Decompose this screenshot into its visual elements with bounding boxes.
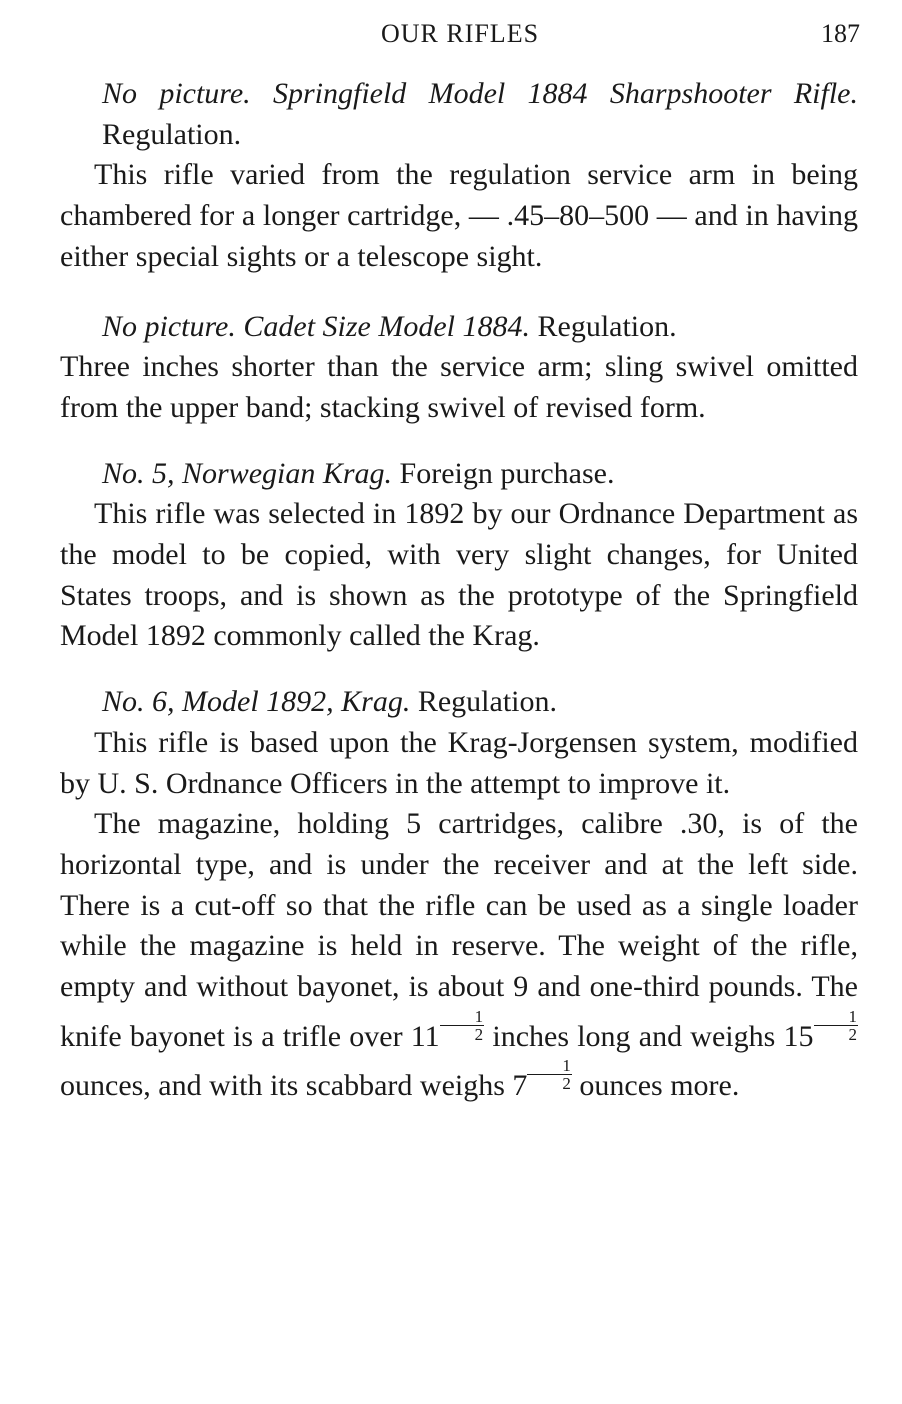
entry-paragraph: Three inches shorter than the service arm; sling swivel omitted from the upper band; stacking swivel of revised form.	[60, 350, 858, 424]
paragraph-text: ounces more.	[571, 1069, 740, 1103]
entry-status: Foreign purchase.	[399, 456, 615, 490]
entry-heading	[60, 682, 858, 723]
paragraph-text: inches long and weighs 15	[484, 1019, 814, 1053]
body-text	[60, 74, 858, 1107]
entry-paragraph: This rifle varied from the regulation service arm in being chambered for a longer cartridge, — .45–80–500 — and in having either special sights or a telescope sight.	[60, 158, 858, 273]
entry-paragraph-magazine	[60, 804, 858, 1107]
page-number: 187	[821, 19, 860, 48]
paragraph-text: The magazine, holding 5 cartridges, calibre .30, is of the horizontal type, and is under the receiver and at the left side. There is a cut-off so that the rifle can be used as a single loader while the magazine is held in reserve. The weight of the rifle, empty and without bayonet, is about 9 and one-third pounds. The knife bayonet is a trifle over 11	[60, 807, 858, 1053]
entry-status: Regulation.	[102, 117, 242, 151]
entry-heading	[60, 74, 858, 155]
entry-sharpshooter-rifle	[60, 74, 858, 278]
entry-heading	[60, 307, 858, 348]
entry-paragraph: This rifle was selected in 1892 by our Ordnance Department as the model to be copied, with very slight changes, for United States troops, and is shown as the prototype of the Springfield Model 1892 commonly called the Krag.	[60, 497, 858, 653]
entry-status: Regulation.	[417, 685, 557, 719]
entry-model-1892-krag	[60, 682, 858, 1107]
entry-caption: No picture. Springfield Model 1884 Sharpshooter Rifle.	[102, 77, 858, 110]
running-title: OUR RIFLES	[380, 19, 540, 48]
entry-caption: No picture. Cadet Size Model 1884.	[102, 309, 530, 343]
fraction-one-half: $\frac{1}{2}$	[440, 1008, 485, 1043]
entry-cadet-size	[60, 307, 858, 429]
paragraph-text: ounces, and with its scabbard weighs 7	[60, 1069, 528, 1103]
fraction-one-half: $\frac{1}{2}$	[814, 1008, 859, 1043]
fraction-one-half: $\frac{1}{2}$	[527, 1057, 572, 1092]
running-head	[60, 14, 860, 54]
entry-caption: No. 5, Norwegian Krag.	[102, 456, 393, 490]
entry-status: Regulation.	[537, 309, 677, 343]
entry-norwegian-krag	[60, 454, 858, 658]
entry-heading	[60, 454, 858, 495]
entry-paragraph: This rifle is based upon the Krag-Jorgensen system, modified by U. S. Ordnance Officers in the attempt to improve it.	[60, 725, 858, 800]
entry-caption: No. 6, Model 1892, Krag.	[102, 685, 411, 719]
